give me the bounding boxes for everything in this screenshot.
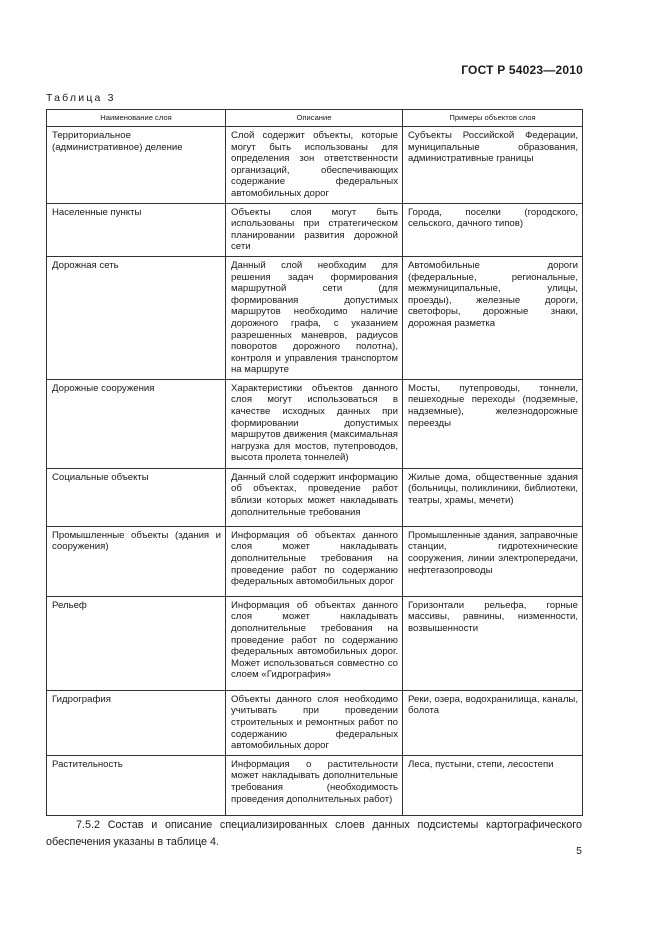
layer-examples-cell: Реки, озера, водохранилища, каналы, болота bbox=[403, 690, 583, 755]
layer-examples-cell: Автомобильные дороги (федеральные, региональные, межмуниципальные, улицы, проезды), железные дороги, светофоры, дорожные знаки, дорожная разметка bbox=[403, 256, 583, 379]
layer-name-cell: Гидрография bbox=[47, 690, 226, 755]
page-number: 5 bbox=[576, 845, 582, 857]
layer-examples-cell: Мосты, путепроводы, тоннели, пешеходные переходы (подземные, надземные), железнодорожные переезды bbox=[403, 379, 583, 468]
layer-description-cell: Данный слой необходим для решения задач формирования маршрутной сети (для формирования допустимых маршрутов необходимо наличие дорожного графа, с указанием разрешенных маневров, радиусов поворотов дорожного полотна), контроля и управления транспортом на маршруте bbox=[226, 256, 403, 379]
document-code: ГОСТ Р 54023—2010 bbox=[461, 63, 583, 77]
layer-name-cell: Рельеф bbox=[47, 596, 226, 690]
table-row bbox=[47, 690, 583, 755]
layer-description-cell: Слой содержит объекты, которые могут быть использованы для определения зон ответственности организаций, обеспечивающих содержание федеральных автомобильных дорог bbox=[226, 127, 403, 204]
layer-description-cell: Объекты слоя могут быть использованы при стратегическом планировании развития дорожной сети bbox=[226, 203, 403, 256]
table-row bbox=[47, 596, 583, 690]
table-row bbox=[47, 127, 583, 204]
layer-description-cell: Информация об объектах данного слоя может накладывать дополнительные требования на проведение работ по содержанию федеральных автомобильных дорог bbox=[226, 526, 403, 596]
layer-examples-cell: Леса, пустыни, степи, лесостепи bbox=[403, 755, 583, 815]
column-header-examples: Примеры объектов слоя bbox=[403, 110, 583, 127]
table-row bbox=[47, 379, 583, 468]
layer-description-cell: Информация об объектах данного слоя может накладывать дополнительные требования на проведение работ по содержанию федеральных автомобильных дорог. Может использоваться совместно со слоем «Гидрография» bbox=[226, 596, 403, 690]
section-paragraph: 7.5.2 Состав и описание специализированных слоев данных подсистемы картографического обеспечения указаны в таблице 4. bbox=[46, 818, 582, 848]
layer-examples-cell: Субъекты Российской Федерации, муниципальные образования, административные границы bbox=[403, 127, 583, 204]
table-row bbox=[47, 526, 583, 596]
layer-name-cell: Растительность bbox=[47, 755, 226, 815]
layer-description-cell: Характеристики объектов данного слоя могут использоваться в качестве исходных данных при формировании допустимых маршрутов движения (максимальная нагрузка для мостов, путепроводов, высота пролета тоннелей) bbox=[226, 379, 403, 468]
layer-examples-cell: Города, поселки (городского, сельского, дачного типов) bbox=[403, 203, 583, 256]
layers-table bbox=[46, 109, 583, 816]
table-row bbox=[47, 755, 583, 815]
layer-name-cell: Дорожные сооружения bbox=[47, 379, 226, 468]
layer-examples-cell: Горизонтали рельефа, горные массивы, равнины, низменности, возвышенности bbox=[403, 596, 583, 690]
layer-examples-cell: Промышленные здания, заправочные станции, гидротехнические сооружения, линии электропередачи, нефтегазопроводы bbox=[403, 526, 583, 596]
layer-name-cell: Промышленные объекты (здания и сооружения) bbox=[47, 526, 226, 596]
column-header-description: Описание bbox=[226, 110, 403, 127]
table-header-row bbox=[47, 110, 583, 127]
layer-name-cell: Социальные объекты bbox=[47, 468, 226, 526]
table-row bbox=[47, 468, 583, 526]
layer-description-cell: Объекты данного слоя необходимо учитывать при проведении строительных и ремонтных работ по содержанию федеральных автомобильных дорог bbox=[226, 690, 403, 755]
layer-name-cell: Территориальное (административное) деление bbox=[47, 127, 226, 204]
table-row bbox=[47, 203, 583, 256]
layer-examples-cell: Жилые дома, общественные здания (больницы, поликлиники, библиотеки, театры, храмы, мечети) bbox=[403, 468, 583, 526]
layer-description-cell: Данный слой содержит информацию об объектах, проведение работ вблизи которых может накладывать дополнительные требования bbox=[226, 468, 403, 526]
layer-description-cell: Информация о растительности может накладывать дополнительные требования (необходимость проведения дополнительных работ) bbox=[226, 755, 403, 815]
table-row bbox=[47, 256, 583, 379]
layer-name-cell: Дорожная сеть bbox=[47, 256, 226, 379]
layer-name-cell: Населенные пункты bbox=[47, 203, 226, 256]
table-caption: Таблица 3 bbox=[46, 92, 116, 104]
column-header-layer-name: Наименование слоя bbox=[47, 110, 226, 127]
